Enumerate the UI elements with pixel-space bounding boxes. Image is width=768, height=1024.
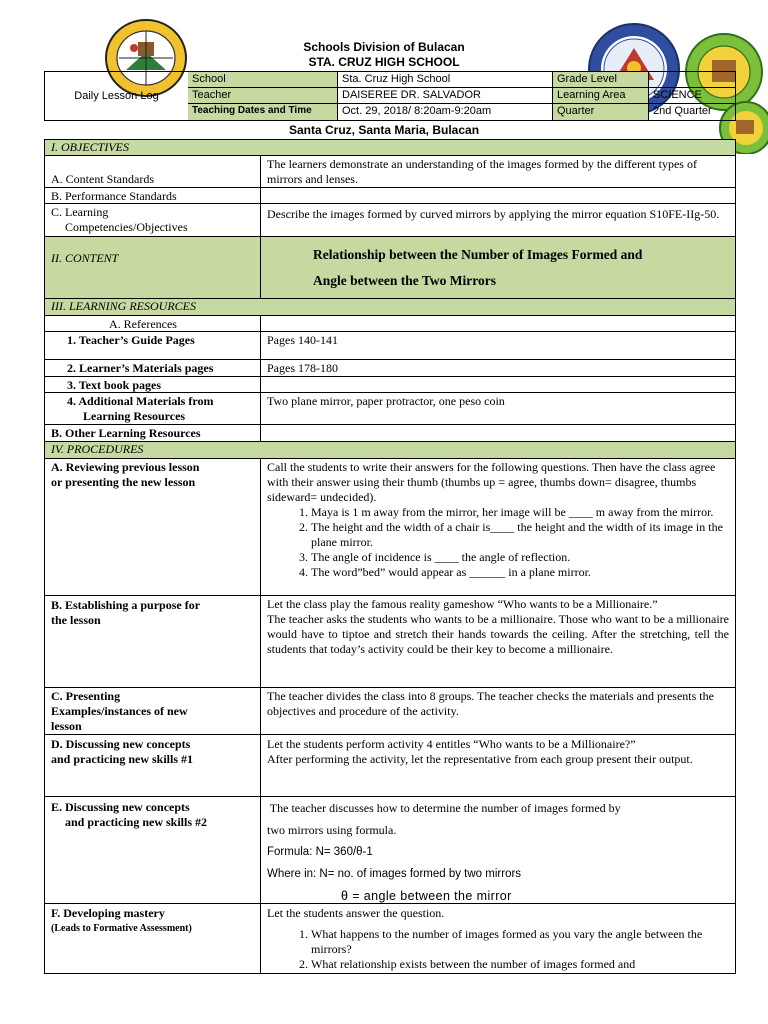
- school-location: Santa Cruz, Santa Maria, Bulacan: [288, 123, 480, 137]
- lesson-table: [44, 139, 736, 974]
- content-standards-value: The learners demonstrate an understanding of the images formed by the different types of mirrors and lenses.: [267, 157, 697, 186]
- teachers-guide-label: 1. Teacher’s Guide Pages: [45, 332, 261, 359]
- procedure-d-label-line2: and practicing new skills #1: [51, 752, 194, 766]
- performance-standards-value: [261, 188, 735, 203]
- info-table: [44, 71, 736, 121]
- list-item: 1. What happens to the number of images formed as you vary the angle between the mirrors?: [311, 927, 729, 957]
- list-item: 3. The angle of incidence is ____ the angle of reflection.: [311, 550, 729, 565]
- competencies-label: [45, 204, 261, 236]
- quarter-label: Quarter: [553, 104, 649, 120]
- objectives-heading: [45, 140, 735, 156]
- procedure-d-label-line1: D. Discussing new concepts: [51, 737, 191, 751]
- procedure-b-label-line1: B. Establishing a purpose for: [51, 598, 201, 612]
- procedure-c-content: The teacher divides the class into 8 groups. The teacher checks the materials and presents the objectives and procedure of the activity.: [267, 689, 714, 718]
- mirror-formula: Formula: N= 360/θ-1: [267, 846, 373, 858]
- grade-level-label: Grade Level: [553, 72, 649, 88]
- procedures-heading: [45, 442, 735, 459]
- content-title-line1: Relationship between the Number of Images Formed and: [313, 247, 643, 262]
- procedure-e-line-1: The teacher discusses how to determine the number of images formed by: [267, 801, 621, 815]
- teachers-guide-row: [45, 332, 735, 360]
- mastery-questions-list: [267, 927, 729, 972]
- grade-level-value: [649, 72, 735, 88]
- additional-materials-label: [45, 393, 261, 424]
- procedure-c-label-line3: lesson: [51, 719, 82, 733]
- competencies-label-line2: Competencies/Objectives: [65, 220, 188, 234]
- procedure-b-paragraph-2: The teacher asks the students who wants to be a millionaire. Those who want to be a millionaire would have to tiptoe and stretch their hands towards the ceiling. After the stretching, tell the students that today’s activity could be their key to become a millionaire.: [267, 612, 729, 656]
- references-label: A. References: [45, 316, 261, 331]
- division-name: Schools Division of Bulacan: [303, 40, 465, 54]
- content-standards-label: A. Content Standards: [45, 156, 261, 187]
- procedure-e-row: [45, 797, 735, 904]
- learning-resources-heading: [45, 299, 735, 316]
- learning-area-value: SCIENCE: [649, 88, 735, 104]
- procedure-f-intro: Let the students answer the question.: [267, 906, 445, 920]
- procedure-e-content: [261, 797, 735, 903]
- daily-lesson-log-title: Daily Lesson Log: [45, 72, 189, 120]
- procedure-d-paragraph-2: After performing the activity, let the representative from each group present their output.: [267, 752, 693, 766]
- procedure-f-label-line1: F. Developing mastery: [51, 906, 165, 920]
- content-title-line2: Angle between the Two Mirrors: [313, 273, 496, 288]
- procedure-d-paragraph-1: Let the students perform activity 4 entitles “Who wants to be a Millionaire?”: [267, 737, 636, 751]
- content-standards-row: [45, 156, 735, 188]
- review-questions-list: [267, 505, 729, 580]
- procedure-c-label-line1: C. Presenting: [51, 689, 121, 703]
- other-resources-row: [45, 425, 735, 442]
- learners-materials-row: [45, 360, 735, 377]
- procedure-d-content: [261, 735, 735, 796]
- procedure-f-content: [261, 904, 735, 973]
- procedure-e-line-2: two mirrors using formula.: [267, 823, 397, 837]
- objectives-heading-text: I. OBJECTIVES: [51, 140, 129, 154]
- other-resources-value: [261, 425, 735, 441]
- school-value: Sta. Cruz High School: [338, 72, 553, 88]
- procedure-a-intro: Call the students to write their answers for the following questions. Then have the class agree with their answer using their thumb (thumbs up = agree, thumbs down= disagree, thumbs sideward= undecided).: [267, 460, 716, 504]
- teaching-dates-value: Oct. 29, 2018/ 8:20am-9:20am: [338, 104, 553, 120]
- teaching-dates-label: Teaching Dates and Time: [188, 104, 338, 120]
- procedure-c-label: [45, 688, 261, 734]
- procedure-a-label: [45, 459, 261, 595]
- learning-resources-heading-text: III. LEARNING RESOURCES: [51, 299, 196, 313]
- procedure-e-label-line2: and practicing new skills #2: [65, 815, 208, 829]
- learning-area-label: Learning Area: [553, 88, 649, 104]
- procedure-b-label-line2: the lesson: [51, 613, 101, 627]
- learners-materials-label: 2. Learner’s Materials pages: [45, 360, 261, 376]
- procedure-a-content: [261, 459, 735, 595]
- procedure-a-row: [45, 459, 735, 596]
- references-row: [45, 316, 735, 332]
- textbook-label: 3. Text book pages: [45, 377, 261, 392]
- procedure-a-label-line2: or presenting the new lesson: [51, 475, 196, 489]
- performance-standards-row: [45, 188, 735, 204]
- teachers-guide-value: Pages 140-141: [267, 333, 338, 347]
- procedure-f-label: [45, 904, 261, 973]
- procedure-c-row: [45, 688, 735, 735]
- procedure-c-label-line2: Examples/instances of new: [51, 704, 188, 718]
- procedure-f-label-line2: (Leads to Formative Assessment): [51, 923, 192, 934]
- additional-materials-row: [45, 393, 735, 425]
- procedure-b-label: [45, 596, 261, 687]
- formula-where: Where in: N= no. of images formed by two mirrors: [267, 868, 522, 880]
- teacher-label: Teacher: [188, 88, 338, 104]
- list-item: 4. The word”bed” would appear as ______ in a plane mirror.: [311, 565, 729, 580]
- list-item: 2. The height and the width of a chair is____ the height and the width of its image in the plane mirror.: [311, 520, 729, 550]
- procedure-a-label-line1: A. Reviewing previous lesson: [51, 460, 200, 474]
- teacher-value: DAISEREE DR. SALVADOR: [338, 88, 553, 104]
- learners-materials-value: Pages 178-180: [267, 361, 338, 375]
- procedure-f-row: [45, 904, 735, 973]
- content-row: [45, 237, 735, 299]
- school-name: STA. CRUZ HIGH SCHOOL: [308, 55, 460, 69]
- procedure-b-paragraph-1: Let the class play the famous reality gameshow “Who wants to be a Millionaire.”: [267, 597, 658, 611]
- list-item: 1. Maya is 1 m away from the mirror, her image will be ____ m away from the mirror.: [311, 505, 729, 520]
- content-heading: II. CONTENT: [45, 237, 261, 298]
- procedure-b-content: [261, 596, 735, 687]
- procedure-d-label: [45, 735, 261, 796]
- formula-theta: θ = angle between the mirror: [341, 889, 512, 903]
- procedure-b-row: [45, 596, 735, 688]
- competencies-label-line1: C. Learning: [51, 205, 109, 219]
- procedure-d-row: [45, 735, 735, 797]
- additional-materials-label-line1: 4. Additional Materials from: [67, 394, 214, 408]
- additional-materials-value: Two plane mirror, paper protractor, one peso coin: [267, 394, 505, 408]
- content-title: [261, 237, 735, 298]
- procedures-heading-text: IV. PROCEDURES: [51, 442, 144, 456]
- textbook-value: [261, 377, 735, 392]
- procedure-e-label: [45, 797, 261, 903]
- quarter-value: 2nd Quarter: [653, 105, 712, 117]
- competencies-row: [45, 204, 735, 237]
- references-value: [261, 316, 735, 331]
- additional-materials-label-line2: Learning Resources: [83, 409, 186, 423]
- school-label: School: [188, 72, 338, 88]
- competencies-value: Describe the images formed by curved mirrors by applying the mirror equation S10FE-IIg-50.: [267, 207, 720, 221]
- performance-standards-label: B. Performance Standards: [45, 188, 261, 203]
- other-resources-label: B. Other Learning Resources: [45, 425, 261, 441]
- procedure-e-label-line1: E. Discussing new concepts: [51, 800, 190, 814]
- textbook-row: [45, 377, 735, 393]
- list-item: 2. What relationship exists between the number of images formed and: [311, 957, 729, 972]
